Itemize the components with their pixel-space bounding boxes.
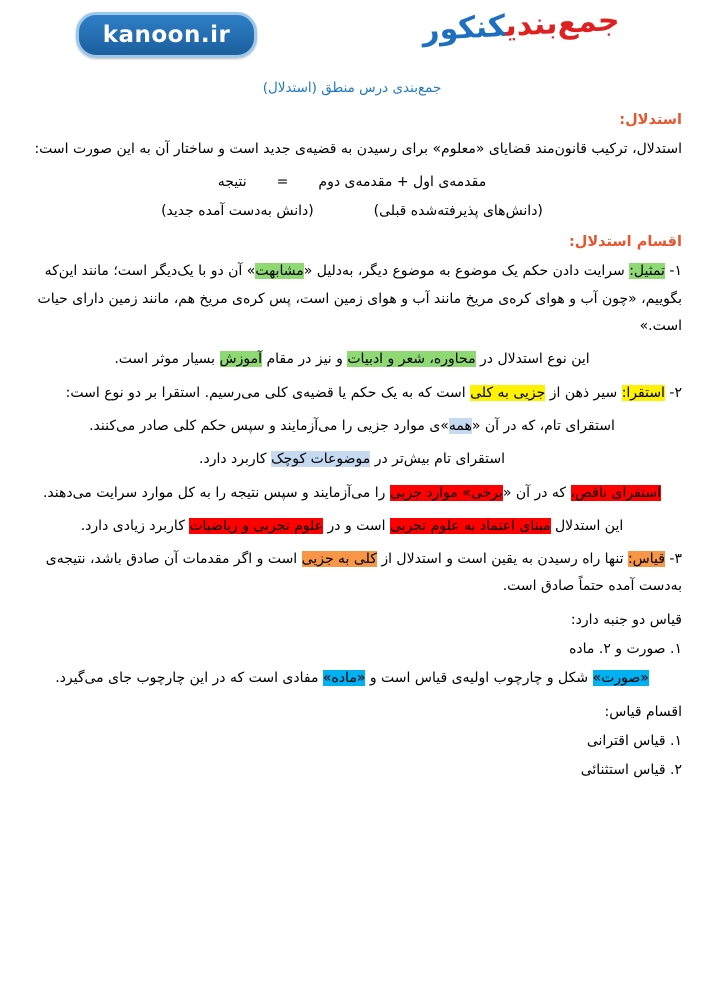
paragraph-aqsam-qiyas: اقسام قیاس: [604,703,682,720]
paragraph-esteqra-tam-usage [22,446,682,473]
item2naqes-text-a: که در آن « [502,484,571,501]
highlight-mohavere: محاوره، شعر و ادبیات [347,351,476,368]
surat-text-b: مفادی است که در این چارچوب جای می‌گیرد. [55,670,323,687]
formula-row-sub [22,198,682,225]
list-item-qiyas-estesnai: ۲. قیاس استثنائی [580,762,682,779]
item2naqes-text-c: را می‌آزمایند و سپس نتیجه را به کل موارد سرایت می‌دهند. [42,484,390,501]
highlight-movarede-jozi: » موارد جزیی [389,484,471,501]
paragraph-esteqra-tam [22,413,682,440]
highlight-barkhi: برخی [470,484,503,501]
formula-left: مقدمه‌ی اول + مقدمه‌ی دوم [318,174,487,191]
document-subtitle: جمع‌بندی درس منطق (استدلال) [262,80,442,96]
paragraph-estedlal-definition: استدلال، ترکیب قانون‌مند قضایای «معلوم» برای رسیدن به قضیه‌ی جدید است و ساختار آن به این صورت است: [34,141,682,157]
paragraph-surat-madde [22,665,682,692]
highlight-tamsil: تمثیل: [629,263,665,280]
item2-number: ۲- [664,384,682,401]
surat-text-a: شکل و چارچوب اولیه‌ی قیاس است و [365,670,593,687]
highlight-esteqra: استقرا: [621,384,665,401]
item2end-text-a: این استدلال [550,517,624,534]
item2tam2-text-b: کاربرد دارد. [199,451,272,468]
highlight-esteqra-naqes: استقرای ناقص، [570,484,661,501]
title-part1: جمع‌بندی [504,2,621,44]
item3-number: ۳- [664,551,682,568]
item1d-text-b: و نیز در مقام [262,351,348,368]
item3-text-c: است و اگر مقدمات آن صادق باشد، نتیجه‌ی به‌دست آمده حتماً صادق است. [45,551,682,595]
item2end-text-b: است و در [323,517,390,534]
highlight-moshabehat: مشابهت [255,263,304,280]
page-title [421,2,621,49]
item2tam-text-a: استقرای تام، که در آن « [471,417,615,434]
formula-sub-left: (دانش‌های پذیرفته‌شده قبلی) [373,202,543,219]
paragraph-esteqra [22,380,682,407]
logo-text: kanoon.ir [102,22,231,48]
item2end-text-c: کاربرد زیادی دارد. [80,517,190,534]
item1-number: ۱- [664,263,682,280]
highlight-mozooat-koochak: موضوعات کوچک [271,451,371,468]
item1d-text-a: این نوع استدلال در [475,351,590,368]
highlight-surat: «صورت» [592,670,649,687]
paragraph-tamsil-usage [22,346,682,373]
paragraph-esteqra-naqes [22,480,682,507]
highlight-jozi-be-koli: جزیی به کلی [470,384,546,401]
item2tam-text-b: »ی موارد جزیی را می‌آزمایند و سپس حکم کلی صادر می‌کنند. [89,417,449,434]
highlight-mabnaye-etemad: مبنای اعتماد به علوم تجربی [389,517,551,534]
item2-text-c: است که به یک حکم یا قضیه‌ی کلی می‌رسیم. استقرا بر دو نوع است: [65,384,471,401]
item1d-text-c: بسیار موثر است. [114,351,220,368]
formula-equals: = [276,174,289,191]
paragraph-qiyas [22,546,682,601]
item1-text-b: سرایت دادن حکم یک موضوع به موضوع دیگر، به‌دلیل « [303,263,630,280]
highlight-qiyas: قیاس: [627,551,665,568]
item2-text-b: سیر ذهن از [545,384,622,401]
highlight-hame: همه [448,417,472,434]
formula-sub-right: (دانش به‌دست آمده جدید) [161,202,314,219]
section-heading-aqsam-estedlal: اقسام استدلال: [568,234,682,251]
title-text [422,3,621,48]
paragraph-qiyas-two-aspects: قیاس دو جنبه دارد: [570,611,682,628]
highlight-amoozesh: آموزش [219,351,262,368]
highlight-oloom-tajrobi: علوم تجربی و ریاضیات [189,517,324,534]
document-header [22,0,682,74]
item2tam2-text-a: استقرای تام بیش‌تر در [370,451,505,468]
highlight-madde: «ماده» [322,670,366,687]
paragraph-tamsil [22,258,682,340]
title-part2: کنکور [421,8,507,49]
paragraph-qiyas-two-items: ۱. صورت و ۲. ماده [569,641,682,658]
section-heading-estedlal: استدلال: [619,112,682,128]
formula-right: نتیجه [217,174,247,191]
formula-row-main [22,169,682,196]
list-item-qiyas-eqterani: ۱. قیاس اقترانی [586,732,682,749]
item1-text-c: » آن دو با یک‌دیگر است؛ مانند این‌که بگوییم، «چون آب و هوای کره‌ی مریخ مانند آب و هوای زمین است، پس کره‌ی مریخ هم، مانند زمین دارای حیات است.» [37,263,682,335]
paragraph-esteqra-naqes-usage [22,513,682,540]
item3-text-b: تنها راه رسیدن به یقین است و استدلال از [376,551,628,568]
highlight-koli-be-jozi: کلی به جزیی [301,551,377,568]
kanoon-logo[interactable] [76,12,257,58]
